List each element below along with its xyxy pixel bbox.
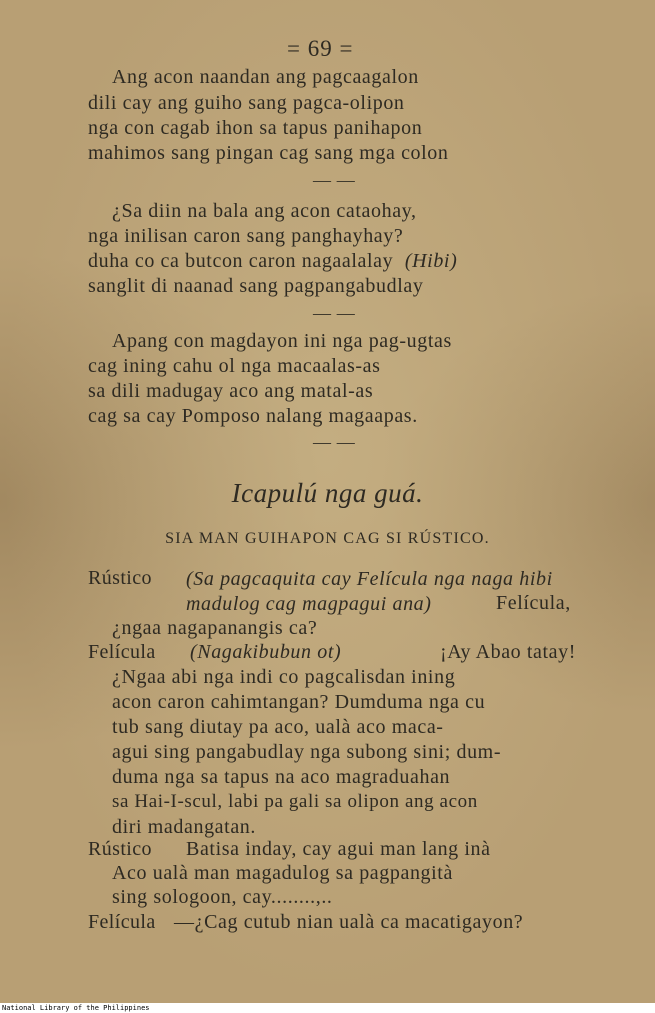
speaker-name: Rústico: [88, 838, 152, 860]
dialogue-line: sing sologoon, cay........,..: [112, 886, 333, 908]
dialogue-line: ¡Ay Abao tatay!: [440, 641, 577, 663]
dialogue-line: diri madangatan.: [112, 816, 256, 838]
scene-heading: Icapulú nga guá.: [231, 478, 424, 508]
stage-direction: (Sa pagcaquita cay Felícula nga naga hibi madulog cag magpagui ana): [186, 568, 553, 615]
verse-line: ¿Sa diin na bala ang acon cataohay,: [112, 200, 417, 222]
dialogue-line: ¿ngaa nagapanangis ca?: [112, 617, 318, 639]
verse-line: sa dili madugay aco ang matal-as: [88, 380, 374, 402]
stage-direction-text: Sa pagcaquita cay Felícula nga naga hibi madulog cag magpagui ana: [186, 568, 553, 615]
dialogue-line: duma nga sa tapus na aco magraduahan: [112, 766, 451, 788]
dialogue-line: acon caron cahimtangan? Dumduma nga cu: [112, 691, 486, 713]
verse-line: Apang con magdayon ini nga pag-ugtas: [112, 330, 452, 352]
verse-line: Ang acon naandan ang pagcaagalon: [112, 66, 419, 88]
scene-subheading: SIA MAN GUIHAPON CAG SI RÚSTICO.: [165, 530, 490, 547]
dialogue-line: agui sing pangabudlay nga subong sini; dum-: [112, 741, 502, 763]
page-number: = 69 =: [287, 36, 354, 61]
dialogue-line: tub sang diutay pa aco, ualà aco maca-: [112, 716, 444, 738]
verse-line: [88, 250, 457, 273]
dialogue-line: —¿Cag cutub nian ualà ca macatigayon?: [174, 911, 524, 933]
verse-line: mahimos sang pingan cag sang mga colon: [88, 142, 449, 164]
separator: — —: [313, 303, 356, 323]
library-credit: National Library of the Philippines: [2, 1004, 150, 1012]
dialogue-line: Felícula,: [496, 592, 571, 614]
dialogue-line: sa Hai-I-scul, labi pa gali sa olipon ang acon: [112, 791, 478, 812]
speaker-name: Rústico: [88, 567, 152, 589]
stage-direction: (Hibi): [404, 250, 458, 272]
separator: — —: [313, 432, 356, 452]
verse-line: sanglit di naanad sang pagpangabudlay: [88, 275, 424, 297]
separator: — —: [313, 170, 356, 190]
dialogue-line: Batisa inday, cay agui man lang inà: [186, 838, 491, 860]
verse-line: cag sa cay Pomposo nalang magaapas.: [88, 405, 418, 427]
verse-text: duha co ca butcon caron nagaalalay: [88, 250, 394, 272]
verse-line: nga con cagab ihon sa tapus panihapon: [88, 117, 423, 139]
stage-direction: (Nagakibubun ot): [190, 641, 342, 663]
verse-line: nga inilisan caron sang panghayhay?: [88, 225, 404, 247]
verse-line: cag ining cahu ol nga macaalas-as: [88, 355, 381, 377]
dialogue-line: ¿Ngaa abi nga indi co pagcalisdan ining: [112, 666, 456, 688]
verse-line: dili cay ang guiho sang pagca-olipon: [88, 92, 405, 114]
speaker-name: Felícula: [88, 641, 156, 663]
speaker-name: Felícula: [88, 911, 156, 933]
dialogue-line: Aco ualà man magadulog sa pagpangità: [112, 862, 453, 884]
